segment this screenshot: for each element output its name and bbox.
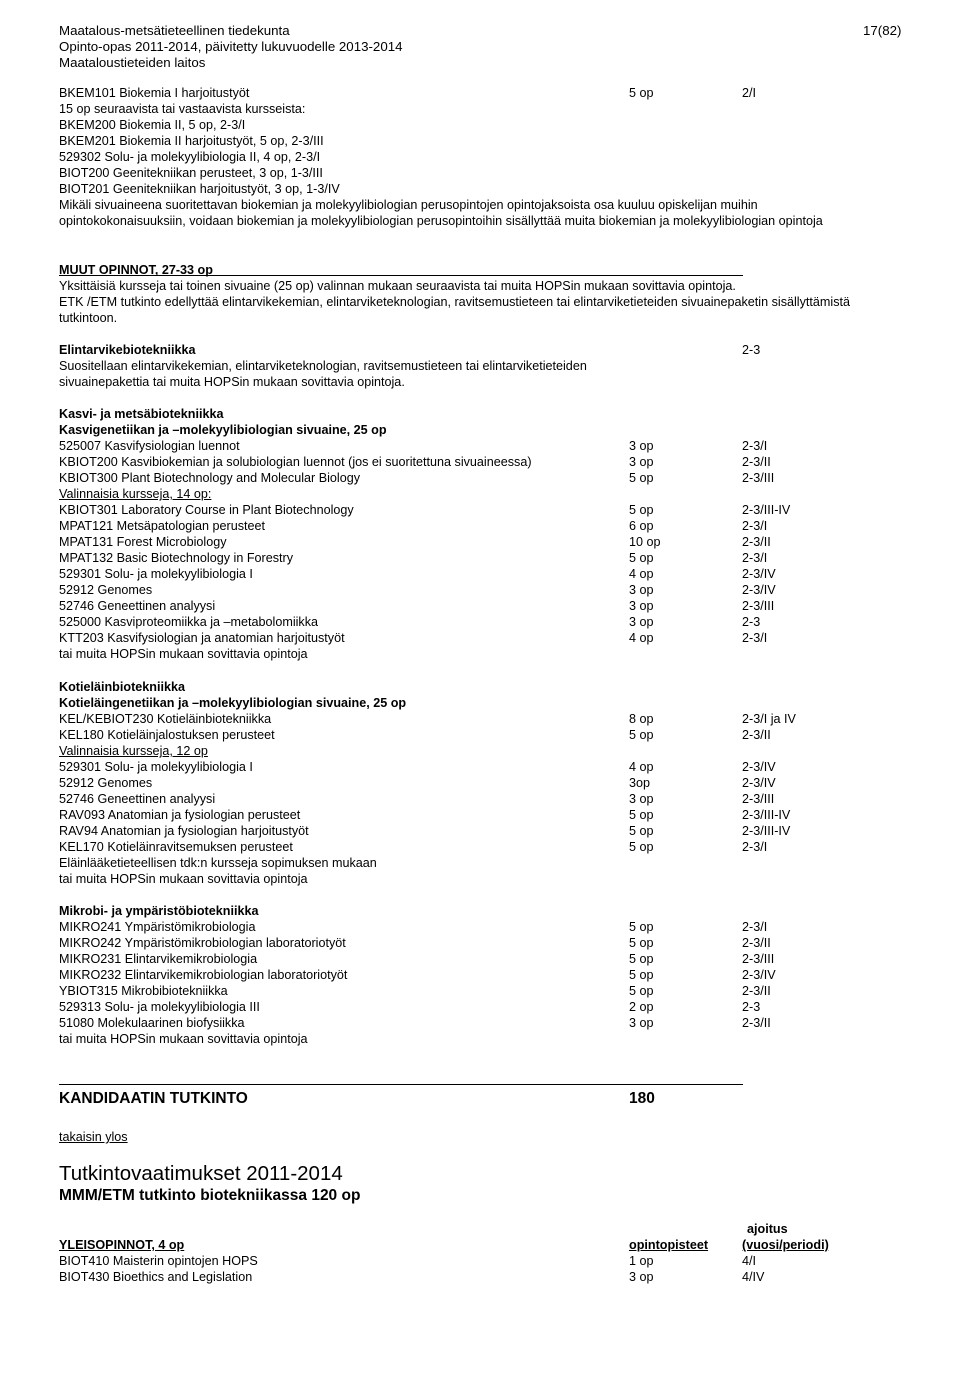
requirements-title: Tutkintovaatimukset 2011-2014	[59, 1162, 343, 1185]
course-name: KEL180 Kotieläinjalostuksen perusteet	[59, 728, 275, 742]
course-credits: 4 op	[629, 760, 654, 774]
course-name: MPAT131 Forest Microbiology	[59, 535, 227, 549]
section-subheading: Kasvigenetiikan ja –molekyylibiologian sivuaine, 25 op	[59, 423, 387, 437]
muut-text: Yksittäisiä kursseja tai toinen sivuaine (25 op) valinnan mukaan seuraavista tai muita HOPSin mukaan sovittavia opintoja.	[59, 279, 736, 293]
text-line: BIOT201 Geenitekniikan harjoitustyöt, 3 op, 1-3/IV	[59, 182, 340, 196]
course-name: MIKRO231 Elintarvikemikrobiologia	[59, 952, 258, 966]
course-name: KTT203 Kasvifysiologian ja anatomian harjoitustyöt	[59, 631, 345, 645]
course-name: BIOT410 Maisterin opintojen HOPS	[59, 1254, 258, 1268]
total-credits: 180	[629, 1090, 655, 1107]
optional-label: Valinnaisia kursseja, 12 op	[59, 744, 208, 758]
course-name: 525007 Kasvifysiologian luennot	[59, 439, 240, 453]
course-name: MIKRO241 Ympäristömikrobiologia	[59, 920, 256, 934]
course-credits: 1 op	[629, 1254, 654, 1268]
course-name: 529313 Solu- ja molekyylibiologia III	[59, 1000, 260, 1014]
course-timing: 2-3/II	[742, 936, 771, 950]
course-name: YBIOT315 Mikrobibiotekniikka	[59, 984, 228, 998]
col-header-timing: ajoitus	[747, 1222, 788, 1236]
course-credits: 5 op	[629, 551, 654, 565]
course-name: KBIOT200 Kasvibiokemian ja solubiologian luennot (jos ei suoritettuna sivuaineessa)	[59, 455, 532, 469]
course-timing: 2-3/IV	[742, 776, 776, 790]
back-to-top-link[interactable]: takaisin ylos	[59, 1130, 128, 1144]
text-line: Eläinlääketieteellisen tdk:n kursseja sopimuksen mukaan	[59, 856, 377, 870]
course-credits: 8 op	[629, 712, 654, 726]
course-name: 525000 Kasviproteomiikka ja –metabolomiikka	[59, 615, 319, 629]
course-credits: 2 op	[629, 1000, 654, 1014]
course-credits: 5 op	[629, 952, 654, 966]
course-credits: 5 op	[629, 86, 654, 100]
course-credits: 3 op	[629, 455, 654, 469]
course-timing: 2-3	[742, 1000, 761, 1014]
text-line: 15 op seuraavista tai vastaavista kursseista:	[59, 102, 306, 116]
course-timing: 4/I	[742, 1254, 757, 1268]
course-timing: 2-3/III-IV	[742, 503, 791, 517]
course-name: KEL170 Kotieläinravitsemuksen perusteet	[59, 840, 293, 854]
muut-text: ETK /ETM tutkinto edellyttää elintarvikekemian, elintarviketeknologian, ravitsemustieteen tai elintarviketieteiden sivuainepaketin sisällyttämistä tutkintoon.	[59, 295, 850, 325]
course-credits: 5 op	[629, 968, 654, 982]
course-timing: 2-3/IV	[742, 583, 776, 597]
text-line: BKEM201 Biokemia II harjoitustyöt, 5 op, 2-3/III	[59, 134, 324, 148]
course-credits: 3 op	[629, 599, 654, 613]
course-credits: 3op	[629, 776, 651, 790]
course-name: 51080 Molekulaarinen biofysiikka	[59, 1016, 245, 1030]
course-timing: 2-3/IV	[742, 567, 776, 581]
course-credits: 6 op	[629, 519, 654, 533]
course-timing: 2-3/IV	[742, 968, 776, 982]
course-name: 529301 Solu- ja molekyylibiologia I	[59, 760, 253, 774]
section-subheading: Kotieläingenetiikan ja –molekyylibiologian sivuaine, 25 op	[59, 696, 407, 710]
course-credits: 5 op	[629, 728, 654, 742]
course-credits: 3 op	[629, 583, 654, 597]
course-timing: 2-3/III-IV	[742, 808, 791, 822]
course-credits: 3 op	[629, 439, 654, 453]
section-text: Suositellaan elintarvikekemian, elintarviketeknologian, ravitsemustieteen tai elintarviketieteiden sivuainepakettia tai muita HOPSin mukaan sovittavia opintoja.	[59, 359, 587, 389]
course-name: 52746 Geneettinen analyysi	[59, 599, 216, 613]
institution-name: Maatalous-metsätieteellinen tiedekunta	[59, 23, 290, 38]
section-heading: Mikrobi- ja ympäristöbiotekniikka	[59, 904, 259, 918]
course-timing: 2-3/II	[742, 728, 771, 742]
col-header-timing-sub: (vuosi/periodi)	[742, 1238, 829, 1252]
course-credits: 4 op	[629, 631, 654, 645]
course-name: MPAT121 Metsäpatologian perusteet	[59, 519, 266, 533]
course-timing: 2-3/I	[742, 519, 768, 533]
course-credits: 5 op	[629, 920, 654, 934]
course-name: 52912 Genomes	[59, 583, 153, 597]
total-rule	[59, 1084, 743, 1085]
course-timing: 2-3/III-IV	[742, 824, 791, 838]
course-name: KBIOT300 Plant Biotechnology and Molecular Biology	[59, 471, 361, 485]
course-credits: 4 op	[629, 567, 654, 581]
course-timing: 2-3/II	[742, 984, 771, 998]
course-timing: 2-3/III	[742, 792, 775, 806]
text-line: tai muita HOPSin mukaan sovittavia opintoja	[59, 1032, 308, 1046]
course-credits: 5 op	[629, 936, 654, 950]
course-timing: 2-3/III	[742, 599, 775, 613]
course-name: MIKRO232 Elintarvikemikrobiologian laboratoriotyöt	[59, 968, 348, 982]
course-name: RAV94 Anatomian ja fysiologian harjoitustyöt	[59, 824, 309, 838]
course-name: KBIOT301 Laboratory Course in Plant Biotechnology	[59, 503, 354, 517]
course-timing: 2-3	[742, 615, 761, 629]
course-timing: 2-3/II	[742, 535, 771, 549]
course-credits: 5 op	[629, 824, 654, 838]
section-timing: 2-3	[742, 343, 761, 357]
course-timing: 2/I	[742, 86, 757, 100]
text-line: BKEM200 Biokemia II, 5 op, 2-3/I	[59, 118, 246, 132]
optional-label: Valinnaisia kursseja, 14 op:	[59, 487, 212, 501]
text-line: 529302 Solu- ja molekyylibiologia II, 4 op, 2-3/I	[59, 150, 321, 164]
section-heading: Elintarvikebiotekniikka	[59, 343, 196, 357]
page-number: 17(82)	[863, 23, 902, 38]
course-credits: 3 op	[629, 1270, 654, 1284]
text-line: tai muita HOPSin mukaan sovittavia opintoja	[59, 872, 308, 886]
text-line: BIOT200 Geenitekniikan perusteet, 3 op, 1-3/III	[59, 166, 323, 180]
minor-note: Mikäli sivuaineena suoritettavan biokemian ja molekyylibiologian perusopintojen opintojaksoista osa kuuluu opiskelijan muihin opintokokonaisuuksiin, voidaan biokemian ja molekyylibiologian perusopintoihin sisällyttää muita biokemian ja molekyylibiologian opintoja	[59, 198, 823, 228]
course-name: BIOT430 Bioethics and Legislation	[59, 1270, 253, 1284]
course-timing: 2-3/I	[742, 840, 768, 854]
course-credits: 5 op	[629, 471, 654, 485]
course-timing: 2-3/I	[742, 439, 768, 453]
course-timing: 4/IV	[742, 1270, 765, 1284]
course-credits: 5 op	[629, 503, 654, 517]
course-name: MIKRO242 Ympäristömikrobiologian laboratoriotyöt	[59, 936, 346, 950]
course-name: 529301 Solu- ja molekyylibiologia I	[59, 567, 253, 581]
course-timing: 2-3/I	[742, 920, 768, 934]
section-heading: Kotieläinbiotekniikka	[59, 680, 185, 694]
section-heading: Kasvi- ja metsäbiotekniikka	[59, 407, 224, 421]
course-timing: 2-3/III	[742, 471, 775, 485]
course-credits: 5 op	[629, 840, 654, 854]
course-credits: 5 op	[629, 984, 654, 998]
course-credits: 3 op	[629, 1016, 654, 1030]
col-header-credits: opintopisteet	[629, 1238, 709, 1252]
course-name: BKEM101 Biokemia I harjoitustyöt	[59, 86, 250, 100]
heading-rule	[59, 275, 743, 276]
course-name: KEL/KEBIOT230 Kotieläinbiotekniikka	[59, 712, 272, 726]
course-name: 52912 Genomes	[59, 776, 153, 790]
course-timing: 2-3/III	[742, 952, 775, 966]
guide-title: Opinto-opas 2011-2014, päivitetty lukuvuodelle 2013-2014	[59, 39, 403, 54]
muut-heading: MUUT OPINNOT, 27-33 op	[59, 263, 213, 277]
course-credits: 3 op	[629, 615, 654, 629]
course-timing: 2-3/I ja IV	[742, 712, 796, 726]
total-label: KANDIDAATIN TUTKINTO	[59, 1090, 248, 1107]
course-credits: 3 op	[629, 792, 654, 806]
course-timing: 2-3/I	[742, 551, 768, 565]
course-name: 52746 Geneettinen analyysi	[59, 792, 216, 806]
course-timing: 2-3/IV	[742, 760, 776, 774]
text-line: tai muita HOPSin mukaan sovittavia opintoja	[59, 647, 308, 661]
yleis-heading: YLEISOPINNOT, 4 op	[59, 1238, 185, 1252]
requirements-subtitle: MMM/ETM tutkinto biotekniikassa 120 op	[59, 1187, 361, 1204]
course-timing: 2-3/II	[742, 455, 771, 469]
department-name: Maataloustieteiden laitos	[59, 55, 206, 70]
course-name: RAV093 Anatomian ja fysiologian perusteet	[59, 808, 301, 822]
course-credits: 5 op	[629, 808, 654, 822]
course-credits: 10 op	[629, 535, 661, 549]
course-timing: 2-3/II	[742, 1016, 771, 1030]
course-name: MPAT132 Basic Biotechnology in Forestry	[59, 551, 294, 565]
course-timing: 2-3/I	[742, 631, 768, 645]
